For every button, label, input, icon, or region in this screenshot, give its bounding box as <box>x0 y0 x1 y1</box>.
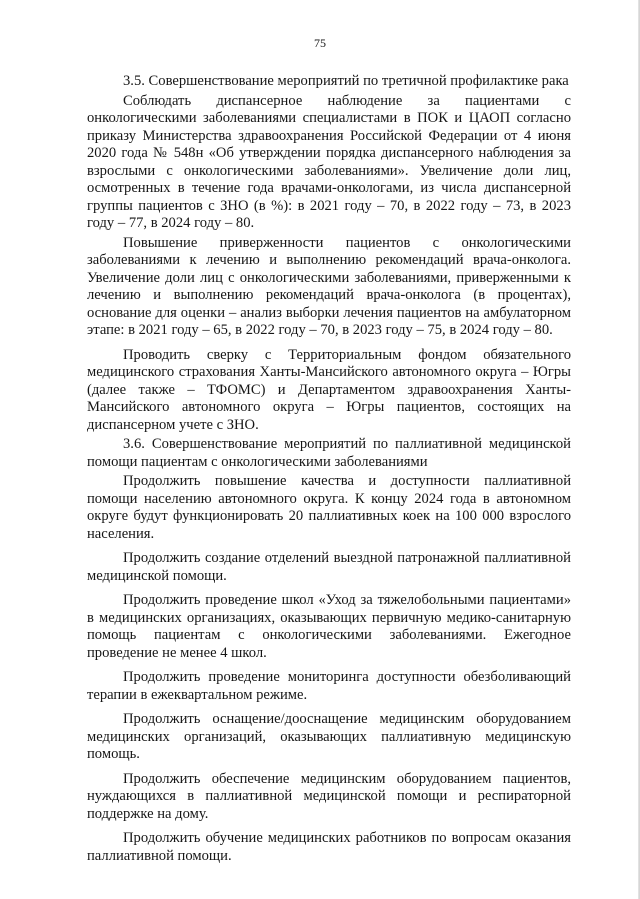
paragraph-care-schools: Продолжить проведение школ «Уход за тяжелобольными пациентами» в медицинских организациях, оказывающих первичную медико-санитарную помощь пациентам с онкологическими заболеваниями. Ежегодное проведение не менее 4 школ. <box>87 592 571 661</box>
paragraph-pain-therapy-monitoring: Продолжить проведение мониторинга доступности обезболивающий терапии в ежеквартальном режиме. <box>87 669 571 703</box>
document-body <box>87 73 571 865</box>
paragraph-outreach-departments: Продолжить создание отделений выездной патронажной паллиативной медицинской помощи. <box>87 550 571 584</box>
paragraph-equipment-patients: Продолжить обеспечение медицинским оборудованием пациентов, нуждающихся в паллиативной медицинской помощи и респираторной поддержке на дому. <box>87 770 571 822</box>
paragraph-equipment-organizations: Продолжить оснащение/дооснащение медицинским оборудованием медицинских организаций, оказывающих паллиативную медицинскую помощь. <box>87 711 571 762</box>
paragraph-tfoms-reconciliation: Проводить сверку с Территориальным фондом обязательного медицинского страхования Ханты-Мансийского автономного округа – Югры (далее также – ТФОМС) и Департаментом здравоохранения Ханты-Мансийского автономного округа – Югры пациентов, состоящих на диспансерном учете с ЗНО. <box>87 346 571 433</box>
page-number: 75 <box>314 36 326 50</box>
section-heading-3-6: 3.6. Совершенствование мероприятий по паллиативной медицинской помощи пациентам с онкологическими заболеваниями <box>87 436 571 470</box>
paragraph-treatment-adherence: Повышение приверженности пациентов с онкологическими заболеваниями к лечению и выполнению рекомендаций врача-онколога. Увеличение доли лиц с онкологическими заболеваниями, приверженными к лечению и выполнению рекомендаций врача-онколога (в процентах), основание для оценки – анализ выборки лечения пациентов на амбулаторном этапе: в 2021 году – 65, в 2022 году – 70, в 2023 году – 75, в 2024 году – 80. <box>87 234 571 338</box>
paragraph-staff-training: Продолжить обучение медицинских работников по вопросам оказания паллиативной помощи. <box>87 830 571 864</box>
paragraph-dispensary-observation: Соблюдать диспансерное наблюдение за пациентами с онкологическими заболеваниями специалистами в ПОК и ЦАОП согласно приказу Министерства здравоохранения Российской Федерации от 4 июня 2020 года № 548н «Об утверждении порядка диспансерного наблюдения за взрослыми с онкологическими заболеваниями». Увеличение доли лиц, осмотренных в течение года врачами-онкологами, из числа диспансерной группы пациентов с ЗНО (в %): в 2021 году – 70, в 2022 году – 73, в 2023 году – 77, в 2024 году – 80. <box>87 92 571 231</box>
section-heading-3-5: 3.5. Совершенствование мероприятий по третичной профилактике рака <box>123 73 569 89</box>
paragraph-palliative-quality: Продолжить повышение качества и доступности паллиативной помощи населению автономного округа. К концу 2024 года в автономном округе будут функционировать 20 паллиативных коек на 100 000 взрослого населения. <box>87 473 571 542</box>
